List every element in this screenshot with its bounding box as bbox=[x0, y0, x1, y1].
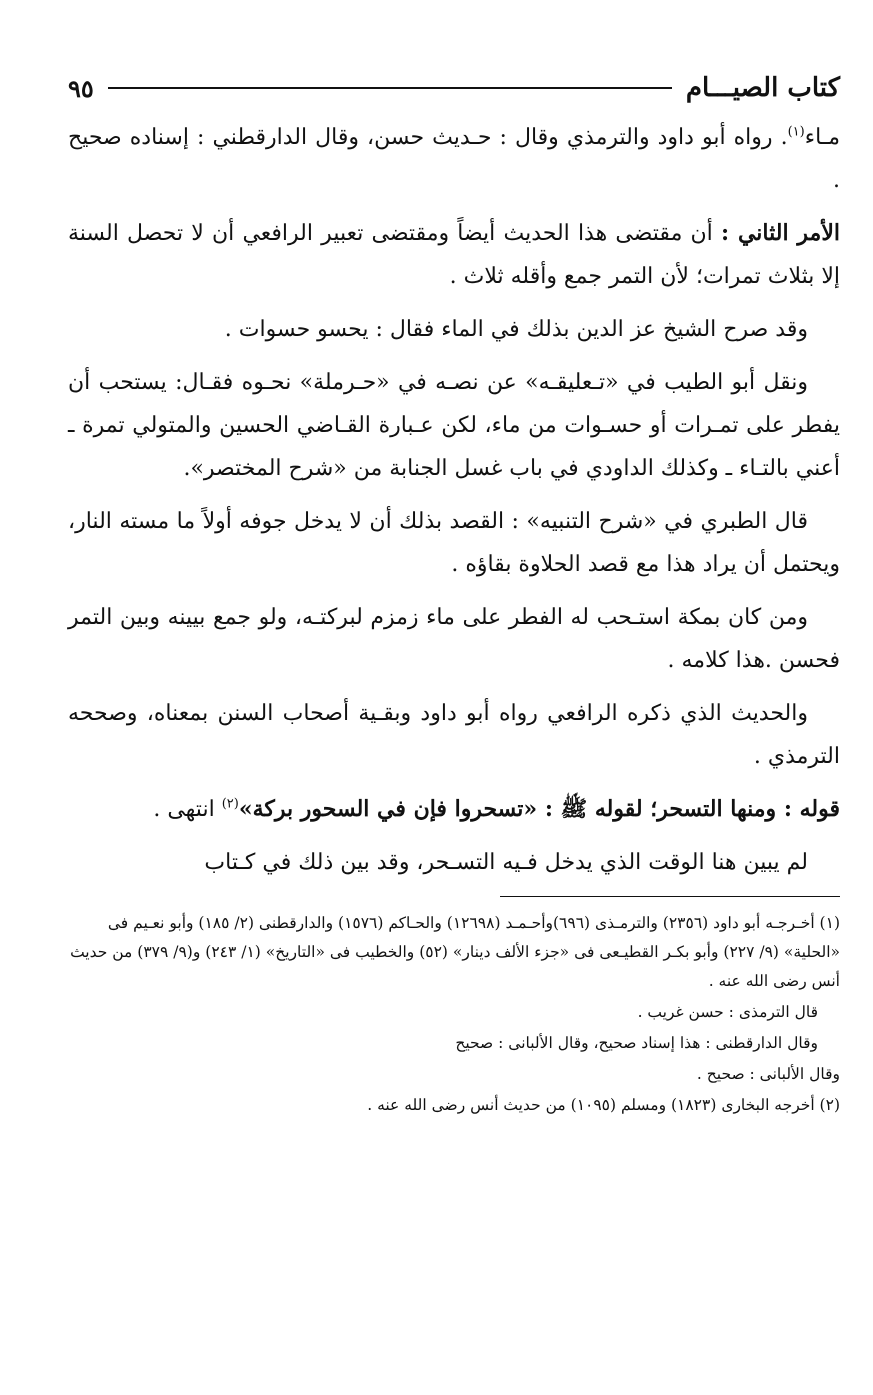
book-page bbox=[68, 60, 840, 1360]
footnotes bbox=[68, 909, 840, 1120]
main-text bbox=[68, 116, 840, 884]
footnote: وقال الدارقطنى : هذا إسناد صحيح، وقال الألبانى : صحيح bbox=[455, 1034, 818, 1052]
paragraph: مـاء$^{(١)}$. رواه أبو داود والترمذي وقال : حـديث حسن، وقال الدارقطني : إسناده صحيح . bbox=[68, 124, 840, 193]
running-header bbox=[68, 60, 840, 116]
paragraph: وقد صرح الشيخ عز الدين بذلك في الماء فقال : يحسو حسوات . bbox=[224, 317, 808, 342]
footnote-divider bbox=[500, 896, 840, 897]
footnote: (٢) أخرجه البخارى (١٨٢٣) ومسلم (١٠٩٥) من حديث أنس رضى الله عنه . bbox=[367, 1096, 840, 1114]
paragraph-heading: قوله : ومنها التسحر؛ لقوله ﷺ : «تسحروا فإن في السحور بركة» bbox=[238, 796, 840, 822]
book-title: كتاب الصيـــام bbox=[685, 73, 840, 103]
page-number: ٩٥ bbox=[68, 73, 94, 103]
paragraph: والحديث الذي ذكره الرافعي رواه أبو داود وبقـية أصحاب السنن بمعناه، وصححه الترمذي . bbox=[68, 701, 840, 769]
footnote-ref-2: (٢) bbox=[221, 796, 239, 812]
paragraph: ونقل أبو الطيب في «تـعليقـه» عن نصـه في «حـرملة» نحـوه فقـال: يستحب أن يفطر على تمـرات أو حسـوات من ماء، لكن عـبارة القـاضي الحسين والمتولي تمرة ـ أعني بالتـاء ـ وكذلك الداودي في باب غسل الجنابة من «شرح المختصر». bbox=[68, 370, 840, 481]
footnote: وقال الألبانى : صحيح . bbox=[696, 1065, 840, 1083]
paragraph-heading: الأمر الثاني : bbox=[720, 220, 840, 246]
paragraph: ومن كان بمكة استـحب له الفطر على ماء زمزم لبركتـه، ولو جمع بيينه وبين التمر فحسن .هذا كلامه . bbox=[68, 605, 840, 673]
footnote: (١) أخـرجـه أبو داود (٢٣٥٦) والترمـذى (٦٩٦)وأحـمـد (١٢٦٩٨) والحـاكم (١٥٧٦) والدارقطنى (٢/ ١٨٥) وأبو نعـيم فى «الحلية» (٩/ ٢٢٧) وأبو بكـر القطيـعى فى «جزء الألف دينار» (٥٢) والخطيب فى «التاريخ» (١/ ٢٤٣) و(٩/ ٣٧٩) من حديث أنس رضى الله عنه . bbox=[70, 914, 840, 990]
footnote-ref-1: (١) bbox=[787, 124, 805, 140]
paragraph: قوله : ومنها التسحر؛ لقوله ﷺ : «تسحروا فإن في السحور بركة»$^{(٢)}$ انتهى . bbox=[153, 796, 840, 822]
paragraph: قال الطبري في «شرح التنبيه» : القصد بذلك أن لا يدخل جوفه أولاً ما مسته النار، ويحتمل أن يراد هذا مع قصد الحلاوة بقاؤه . bbox=[68, 509, 840, 577]
paragraph: لم يبين هنا الوقت الذي يدخل فـيه التسـحر، وقد بين ذلك في كـتاب bbox=[204, 850, 808, 875]
header-rule bbox=[108, 87, 672, 89]
paragraph: الأمر الثاني : أن مقتضى هذا الحديث أيضاً ومقتضى تعبير الرافعي أن لا تحصل السنة إلا بثلاث تمرات؛ لأن التمر جمع وأقله ثلاث . bbox=[68, 220, 840, 289]
footnote: قال الترمذى : حسن غريب . bbox=[637, 1003, 818, 1021]
